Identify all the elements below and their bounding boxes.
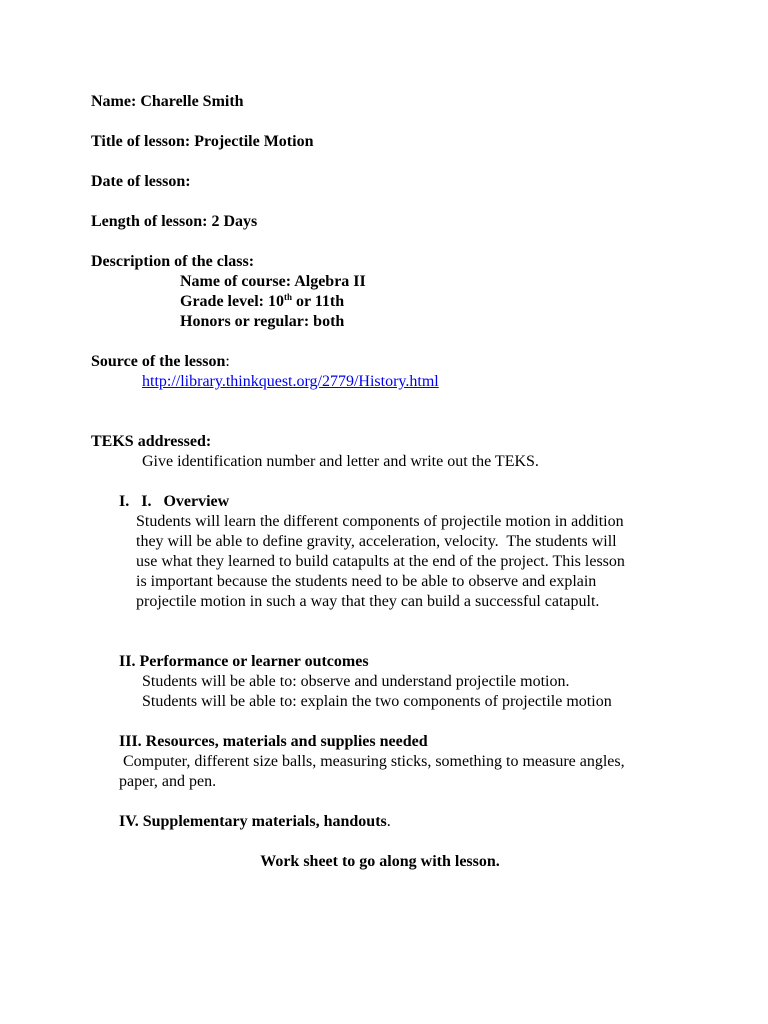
resources-line: Computer, different size balls, measuring sticks, something to measure angles, [119, 753, 625, 770]
grade-level-line [91, 292, 691, 312]
section-overview [91, 492, 691, 612]
supplementary-heading-line [119, 812, 691, 832]
honors-line: Honors or regular: both [180, 313, 345, 330]
source-heading: Source of the lesson [91, 353, 226, 370]
closing-worksheet-note: Work sheet to go along with lesson. [260, 853, 500, 870]
lesson-length-line: Length of lesson: 2 Days [91, 213, 258, 230]
source-link[interactable]: http://library.thinkquest.org/2779/History.html [142, 373, 439, 390]
teks-body: Give identification number and letter and write out the TEKS. [142, 453, 539, 470]
resources-heading: III. Resources, materials and supplies needed [119, 733, 428, 750]
overview-heading: I. I. Overview [119, 493, 230, 510]
outcome-line: Students will be able to: observe and understand projectile motion. [142, 673, 570, 690]
supplementary-heading: IV. Supplementary materials, handouts [119, 813, 387, 830]
outcome-line: Students will be able to: explain the two components of projectile motion [142, 693, 612, 710]
spacer [91, 392, 691, 432]
class-description-block [91, 252, 691, 332]
source-heading-line [91, 352, 691, 372]
resources-line: paper, and pen. [119, 773, 217, 790]
source-link-line [91, 372, 691, 392]
overview-line: they will be able to define gravity, acceleration, velocity. The students will [136, 533, 617, 550]
outcomes-heading: II. Performance or learner outcomes [119, 653, 369, 670]
outcomes-body [119, 672, 691, 712]
teks-heading: TEKS addressed: [91, 433, 212, 450]
course-name-line: Name of course: Algebra II [180, 273, 366, 290]
class-description-heading: Description of the class: [91, 253, 255, 270]
overview-line: Students will learn the different components of projectile motion in addition [136, 513, 624, 530]
teks-block [91, 432, 691, 472]
name-line: Name: Charelle Smith [91, 93, 244, 110]
overview-line: projectile motion in such a way that they can build a successful catapult. [136, 593, 600, 610]
grade-level-prefix: Grade level: 10 [180, 293, 284, 310]
overview-body [119, 512, 666, 612]
lesson-date-line: Date of lesson: [91, 173, 191, 190]
section-outcomes [91, 652, 691, 712]
source-colon: : [225, 353, 230, 370]
section-resources [91, 732, 691, 792]
overview-line: is important because the students need to be able to observe and explain [136, 573, 597, 590]
resources-body [119, 752, 669, 792]
supplementary-period: . [386, 813, 391, 830]
overview-line: use what they learned to build catapults at the end of the project. This lesson [136, 553, 625, 570]
section-supplementary [91, 812, 691, 832]
grade-level-superscript: th [283, 292, 292, 302]
spacer [91, 632, 691, 652]
source-block [91, 352, 691, 392]
lesson-title-line: Title of lesson: Projectile Motion [91, 133, 314, 150]
grade-level-suffix: or 11th [291, 293, 345, 310]
lesson-plan-document [91, 92, 691, 872]
